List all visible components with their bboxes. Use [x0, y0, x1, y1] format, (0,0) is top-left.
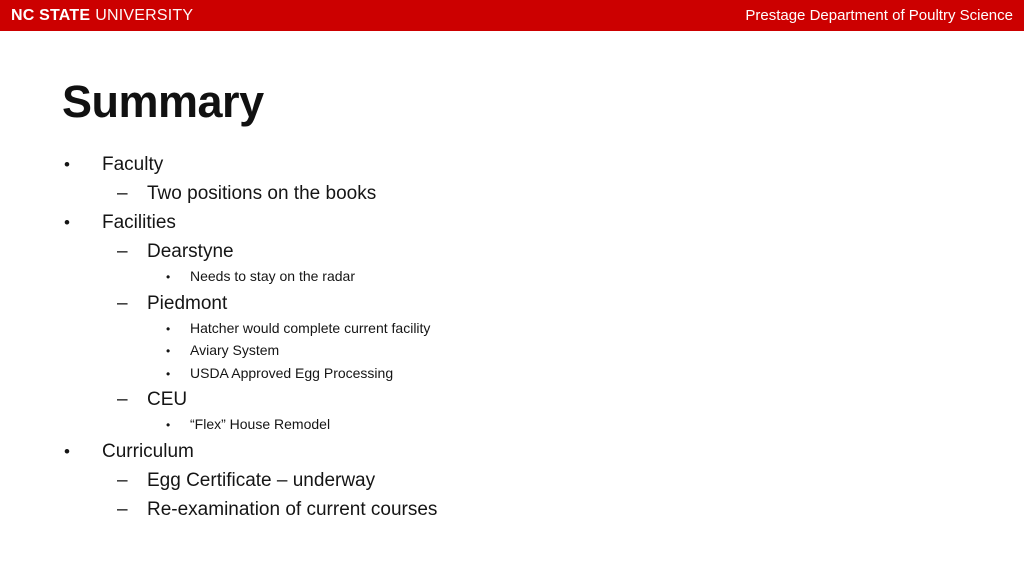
- summary-outline-list: [0, 150, 1024, 524]
- list-item-label: Egg Certificate – underway: [147, 469, 376, 491]
- list-item: [0, 208, 1024, 237]
- bullet-icon: •: [64, 155, 70, 174]
- dash-icon: –: [117, 183, 128, 204]
- department-name: Prestage Department of Poultry Science: [745, 7, 1013, 24]
- dash-icon: –: [117, 469, 128, 491]
- bullet-icon: •: [166, 321, 171, 336]
- list-item: [0, 318, 1024, 341]
- dash-icon: –: [117, 389, 128, 410]
- list-item: [0, 495, 1024, 524]
- list-item-label: Aviary System: [190, 342, 280, 358]
- university-header-bar: [0, 0, 1024, 31]
- list-item-label: Piedmont: [147, 292, 228, 314]
- list-item-label: Hatcher would complete current facility: [190, 319, 431, 336]
- slide-title: Summary: [62, 76, 264, 127]
- list-item-label: Curriculum: [102, 440, 194, 462]
- list-item-label: Dearstyne: [147, 241, 234, 262]
- brand-name-regular: UNIVERSITY: [95, 6, 194, 24]
- list-item: [0, 289, 1024, 318]
- slide-body: [0, 76, 1024, 524]
- list-item: [0, 363, 1024, 386]
- dash-icon: –: [117, 498, 128, 520]
- list-item-label: USDA Approved Egg Processing: [190, 364, 394, 381]
- list-item-label: Needs to stay on the radar: [190, 268, 355, 284]
- bullet-icon: •: [166, 270, 171, 284]
- bullet-icon: •: [166, 366, 171, 381]
- bullet-icon: •: [166, 418, 171, 432]
- list-item: [0, 385, 1024, 414]
- list-item-label: “Flex” House Remodel: [190, 416, 331, 432]
- list-item-label: Two positions on the books: [147, 183, 377, 204]
- list-item: [0, 237, 1024, 266]
- list-item-label: CEU: [147, 389, 188, 410]
- bullet-icon: •: [64, 441, 70, 461]
- brand-name-bold: NC STATE: [11, 6, 91, 24]
- bullet-icon: •: [166, 344, 171, 358]
- list-item: [0, 466, 1024, 495]
- nc-state-logo: [11, 7, 193, 25]
- list-item-label: Faculty: [102, 154, 164, 175]
- list-item: [0, 414, 1024, 437]
- list-item-label: Facilities: [102, 212, 176, 233]
- bullet-icon: •: [64, 213, 70, 232]
- list-item: [0, 437, 1024, 466]
- list-item: [0, 266, 1024, 289]
- list-item: [0, 340, 1024, 363]
- list-item-label: Re-examination of current courses: [147, 498, 438, 520]
- dash-icon: –: [117, 292, 128, 314]
- list-item: [0, 150, 1024, 179]
- list-item: [0, 179, 1024, 208]
- dash-icon: –: [117, 241, 128, 262]
